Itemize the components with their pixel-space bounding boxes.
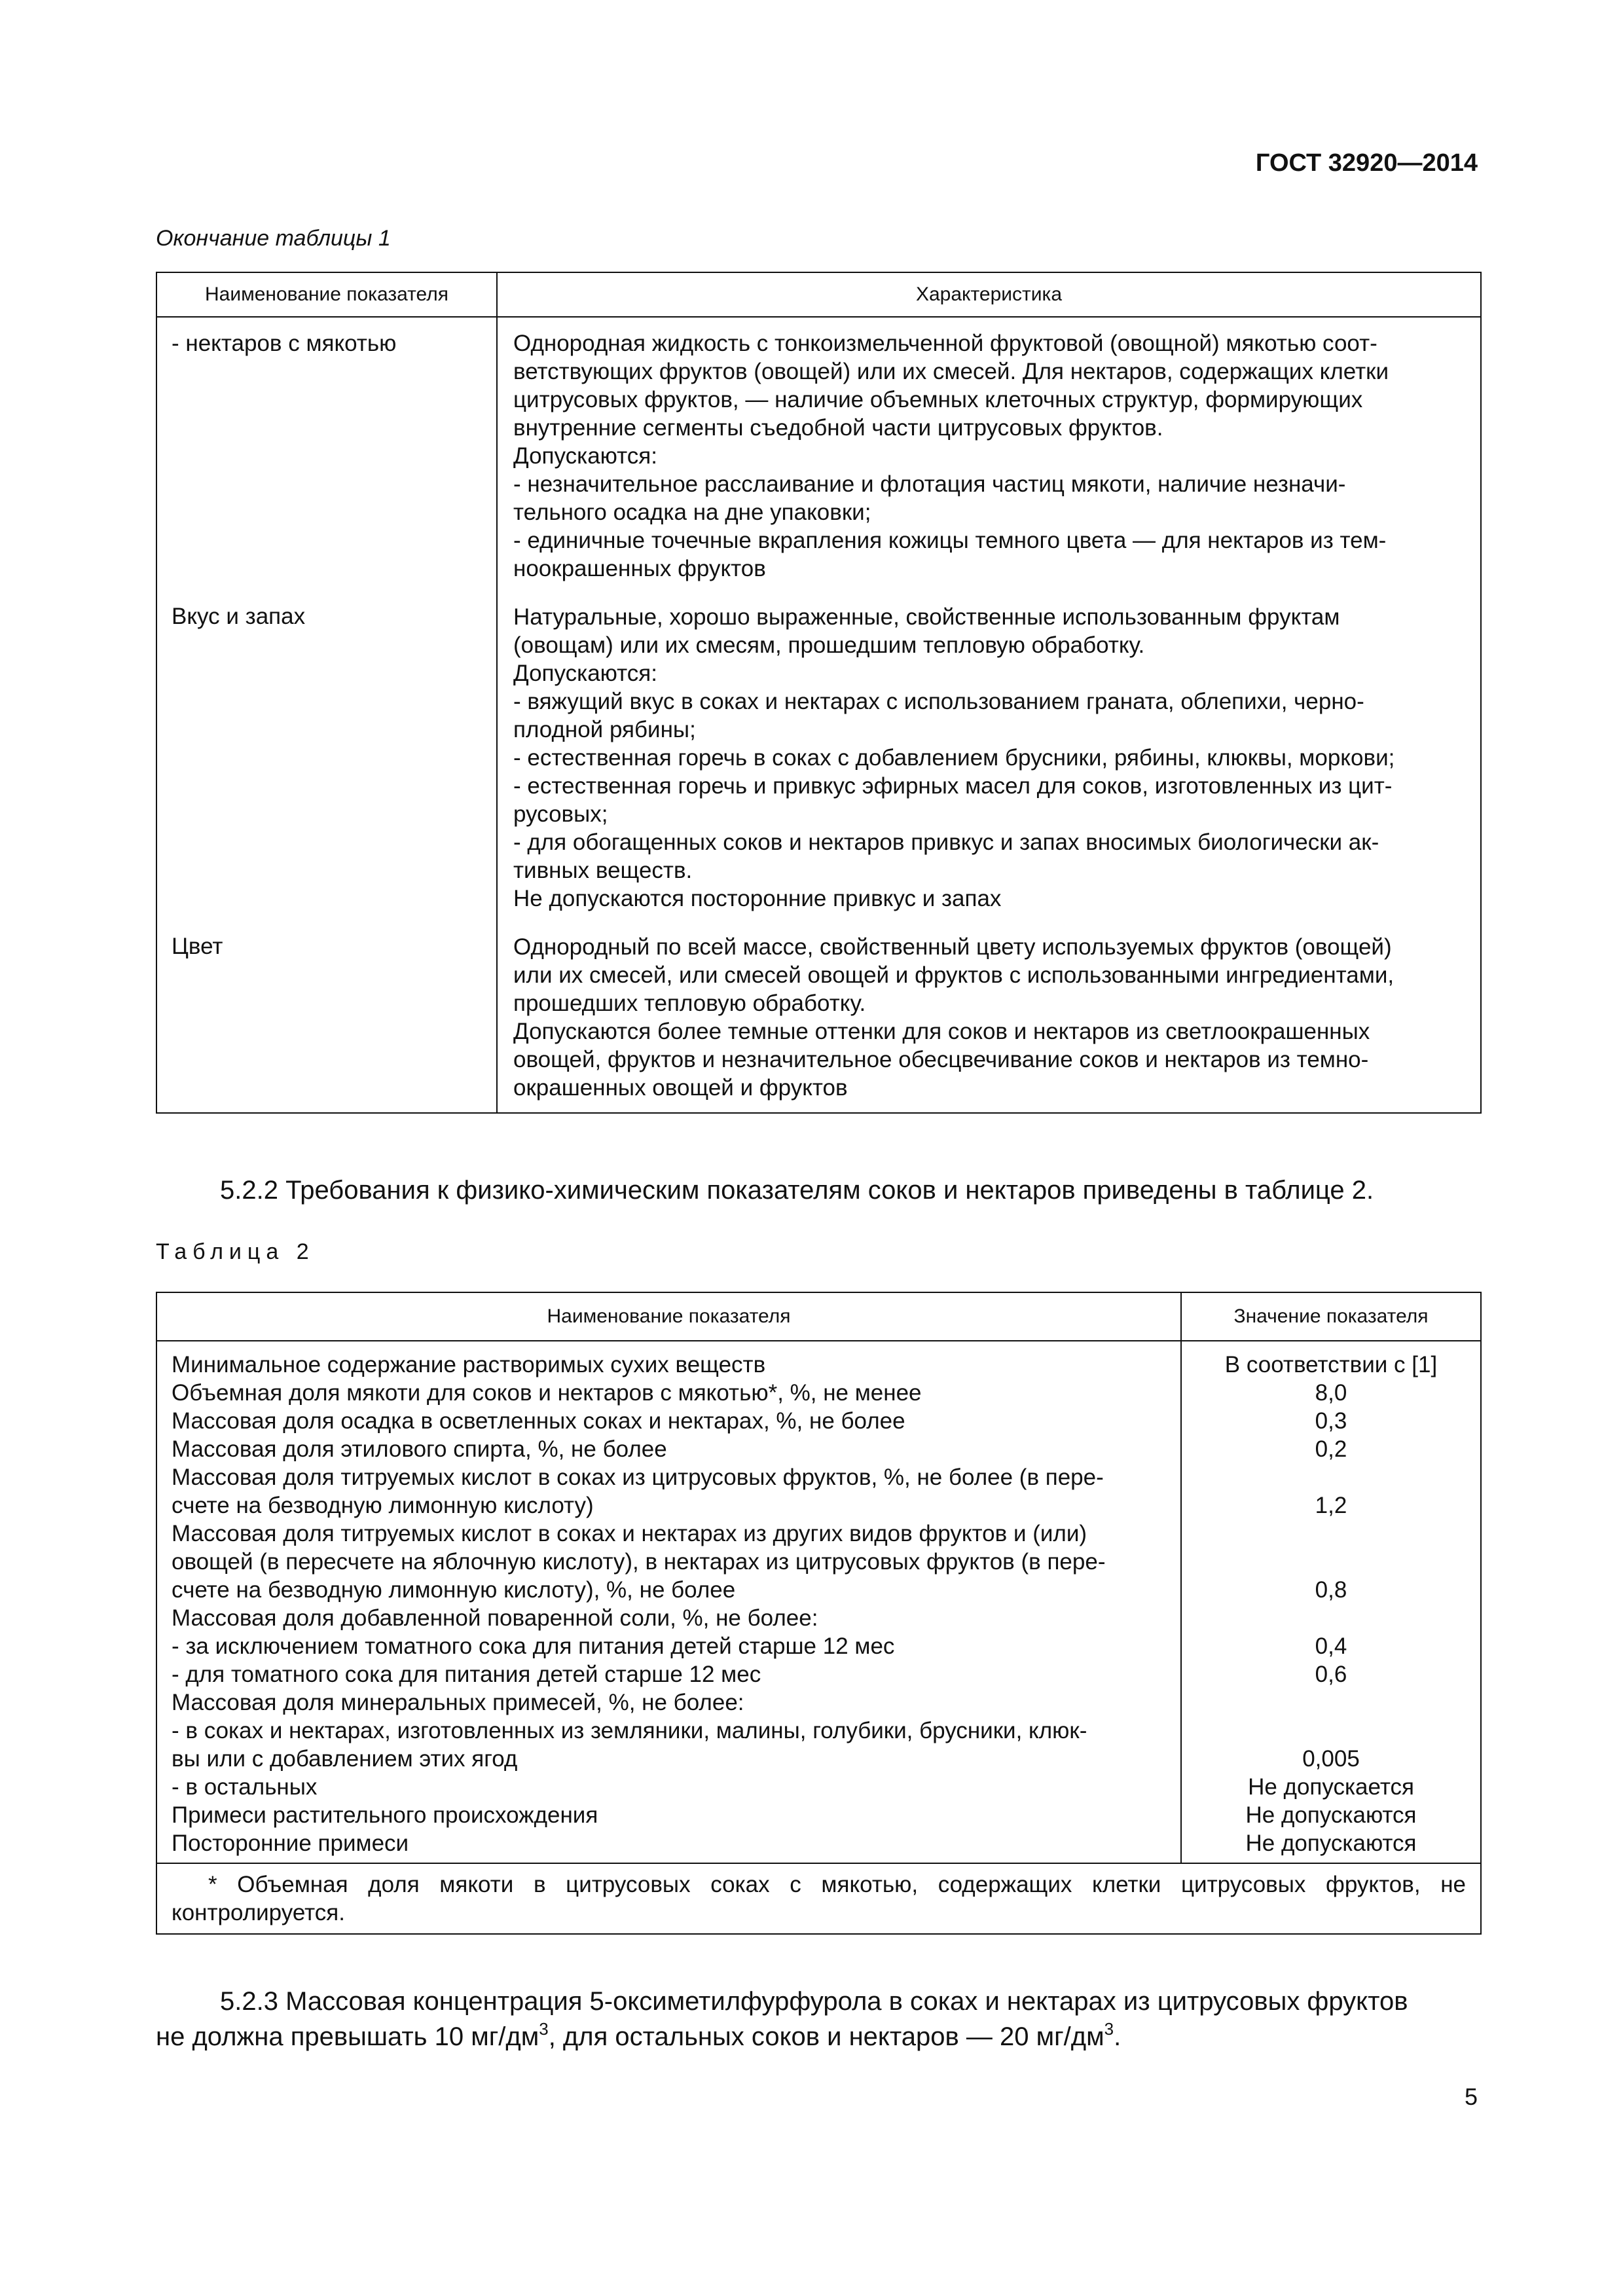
table2-values xyxy=(1181,1341,1481,1863)
indicator-name: Объемная доля мякоти для соков и нектаров с мякотью*, %, не менее xyxy=(172,1380,922,1406)
text-line: Допускаются более темные оттенки для соков и нектаров из светлоокрашенных xyxy=(513,1019,1370,1044)
indicator-name: Посторонние примеси xyxy=(172,1831,409,1856)
indicator-value: 1,2 xyxy=(1315,1493,1347,1518)
text-line: прошедших тепловую обработку. xyxy=(513,991,866,1016)
indicator-value: Не допускается xyxy=(1248,1774,1414,1800)
paragraph-line xyxy=(156,2019,1482,2054)
paragraph-5-2-2: 5.2.2 Требования к физико-химическим показателям соков и нектаров приведены в таблице 2. xyxy=(220,1176,1374,1205)
superscript: 3 xyxy=(539,2019,549,2039)
text-line: Однородная жидкость с тонкоизмельченной фруктовой (овощной) мякотью соот- xyxy=(513,331,1377,356)
indicator-value: 0,6 xyxy=(1315,1662,1347,1687)
table2-col1-header: Наименование показателя xyxy=(156,1292,1181,1341)
indicator-name: - в остальных xyxy=(172,1774,318,1800)
text-line: плодной рябины; xyxy=(513,717,696,742)
text-line: - единичные точечные вкрапления кожицы темного цвета — для нектаров из тем- xyxy=(513,528,1387,553)
text-span: . xyxy=(1114,2022,1122,2051)
text-line: Допускаются: xyxy=(513,661,657,686)
text-span: не должна превышать 10 мг/дм xyxy=(156,2022,539,2051)
text-line: (овощам) или их смесям, прошедшим тепловую обработку. xyxy=(513,632,1145,658)
document-id: ГОСТ 32920—2014 xyxy=(1255,149,1478,177)
indicator-name: Массовая доля этилового спирта, %, не более xyxy=(172,1436,667,1462)
text-line: - незначительное расслаивание и флотация частиц мякоти, наличие незначи- xyxy=(513,471,1346,497)
indicator-value xyxy=(1182,1548,1480,1576)
text-line: - для обогащенных соков и нектаров привкус и запах вносимых биологически ак- xyxy=(513,829,1379,855)
text-line: Однородный по всей массе, свойственный цвету используемых фруктов (овощей) xyxy=(513,934,1392,960)
table-row xyxy=(156,317,1481,602)
indicator-name: счете на безводную лимонную кислоту), %, не более xyxy=(172,1577,736,1603)
table1-caption: Окончание таблицы 1 xyxy=(156,226,391,251)
paragraph-line: 5.2.3 Массовая концентрация 5-оксиметилфурфурола в соках и нектарах из цитрусовых фруктов xyxy=(220,1987,1408,2016)
indicator-name: - в соках и нектарах, изготовленных из земляники, малины, голубики, брусники, клюк- xyxy=(172,1718,1087,1743)
text-line: тивных веществ. xyxy=(513,858,693,883)
text-line: или их смесей, или смесей овощей и фруктов с использованными ингредиентами, xyxy=(513,962,1395,988)
text-line: русовых; xyxy=(513,801,608,827)
table1-col2-header: Характеристика xyxy=(497,272,1481,317)
indicator-name: - нектаров с мякотью xyxy=(156,317,497,602)
indicator-value: 8,0 xyxy=(1315,1380,1347,1406)
indicator-value: 0,3 xyxy=(1315,1408,1347,1434)
indicator-name: Массовая доля добавленной поваренной соли, %, не более: xyxy=(172,1605,818,1631)
indicator-name: Массовая доля осадка в осветленных соках и нектарах, %, не более xyxy=(172,1408,905,1434)
text-line: - естественная горечь и привкус эфирных масел для соков, изготовленных из цит- xyxy=(513,773,1393,799)
indicator-name: - за исключением томатного сока для питания детей старше 12 мес xyxy=(172,1633,895,1659)
indicator-value: 0,8 xyxy=(1315,1577,1347,1603)
table-row xyxy=(156,932,1481,1113)
text-line: Натуральные, хорошо выраженные, свойственные использованным фруктам xyxy=(513,604,1340,630)
indicator-name: Массовая доля минеральных примесей, %, не более: xyxy=(172,1690,744,1715)
page-number: 5 xyxy=(1464,2083,1478,2110)
indicator-value: 0,005 xyxy=(1302,1746,1360,1772)
indicator-name: Вкус и запах xyxy=(156,602,497,932)
indicator-name: Примеси растительного происхождения xyxy=(172,1802,598,1828)
table2-col2-header: Значение показателя xyxy=(1181,1292,1481,1341)
indicator-value xyxy=(1182,1717,1480,1745)
table2-caption: Таблица 2 xyxy=(156,1239,315,1264)
table-row xyxy=(156,602,1481,932)
table2-header-row xyxy=(156,1292,1481,1341)
table2-names xyxy=(156,1341,1181,1863)
text-line: Не допускаются посторонние привкус и запах xyxy=(513,886,1002,911)
superscript: 3 xyxy=(1104,2019,1114,2039)
text-line: - вяжущий вкус в соках и нектарах с использованием граната, облепихи, черно- xyxy=(513,689,1364,714)
text-line: внутренние сегменты съедобной части цитрусовых фруктов. xyxy=(513,415,1163,441)
characteristic xyxy=(497,317,1481,602)
indicator-value: В соответствии с [1] xyxy=(1224,1352,1438,1377)
table2 xyxy=(156,1292,1482,1935)
indicator-value: Не допускаются xyxy=(1245,1802,1417,1828)
characteristic xyxy=(497,932,1481,1113)
text-line: овощей, фруктов и незначительное обесцвечивание соков и нектаров из темно- xyxy=(513,1047,1369,1072)
indicator-value xyxy=(1182,1604,1480,1632)
indicator-name: овощей (в пересчете на яблочную кислоту), в нектарах из цитрусовых фруктов (в пере- xyxy=(172,1549,1106,1575)
indicator-value xyxy=(1182,1688,1480,1717)
indicator-name: - для томатного сока для питания детей старше 12 мес xyxy=(172,1662,761,1687)
table2-footnote xyxy=(156,1863,1481,1934)
paragraph-5-2-3 xyxy=(156,1984,1482,2054)
text-line: тельного осадка на дне упаковки; xyxy=(513,500,871,525)
text-line: окрашенных овощей и фруктов xyxy=(513,1075,848,1101)
indicator-name: Массовая доля титруемых кислот в соках из цитрусовых фруктов, %, не более (в пере- xyxy=(172,1465,1104,1490)
indicator-name: Цвет xyxy=(156,932,497,1113)
table2-body-row xyxy=(156,1341,1481,1863)
footnote-text: * Объемная доля мякоти в цитрусовых соках с мякотью, содержащих клетки цитрусовых фруктов, не контролируется. xyxy=(172,1872,1466,1925)
indicator-name: Минимальное содержание растворимых сухих веществ xyxy=(172,1352,766,1377)
text-line: - естественная горечь в соках с добавлением брусники, рябины, клюквы, моркови; xyxy=(513,745,1395,771)
table1 xyxy=(156,272,1482,1114)
indicator-value xyxy=(1182,1520,1480,1548)
indicator-value: 0,2 xyxy=(1315,1436,1347,1462)
text-line: ноокрашенных фруктов xyxy=(513,556,766,581)
indicator-value: 0,4 xyxy=(1315,1633,1347,1659)
table1-header-row xyxy=(156,272,1481,317)
indicator-value: Не допускаются xyxy=(1245,1831,1417,1856)
indicator-value xyxy=(1182,1463,1480,1491)
text-line: цитрусовых фруктов, — наличие объемных клеточных структур, формирующих xyxy=(513,387,1363,412)
characteristic xyxy=(497,602,1481,932)
text-line: ветствующих фруктов (овощей) или их смесей. Для нектаров, содержащих клетки xyxy=(513,359,1389,384)
table2-footnote-row xyxy=(156,1863,1481,1934)
indicator-name: вы или с добавлением этих ягод xyxy=(172,1746,518,1772)
indicator-name: Массовая доля титруемых кислот в соках и нектарах из других видов фруктов и (или) xyxy=(172,1521,1087,1546)
indicator-name: счете на безводную лимонную кислоту) xyxy=(172,1493,594,1518)
text-line: Допускаются: xyxy=(513,443,657,469)
table1-col1-header: Наименование показателя xyxy=(156,272,497,317)
text-span: , для остальных соков и нектаров — 20 мг/дм xyxy=(548,2022,1104,2051)
